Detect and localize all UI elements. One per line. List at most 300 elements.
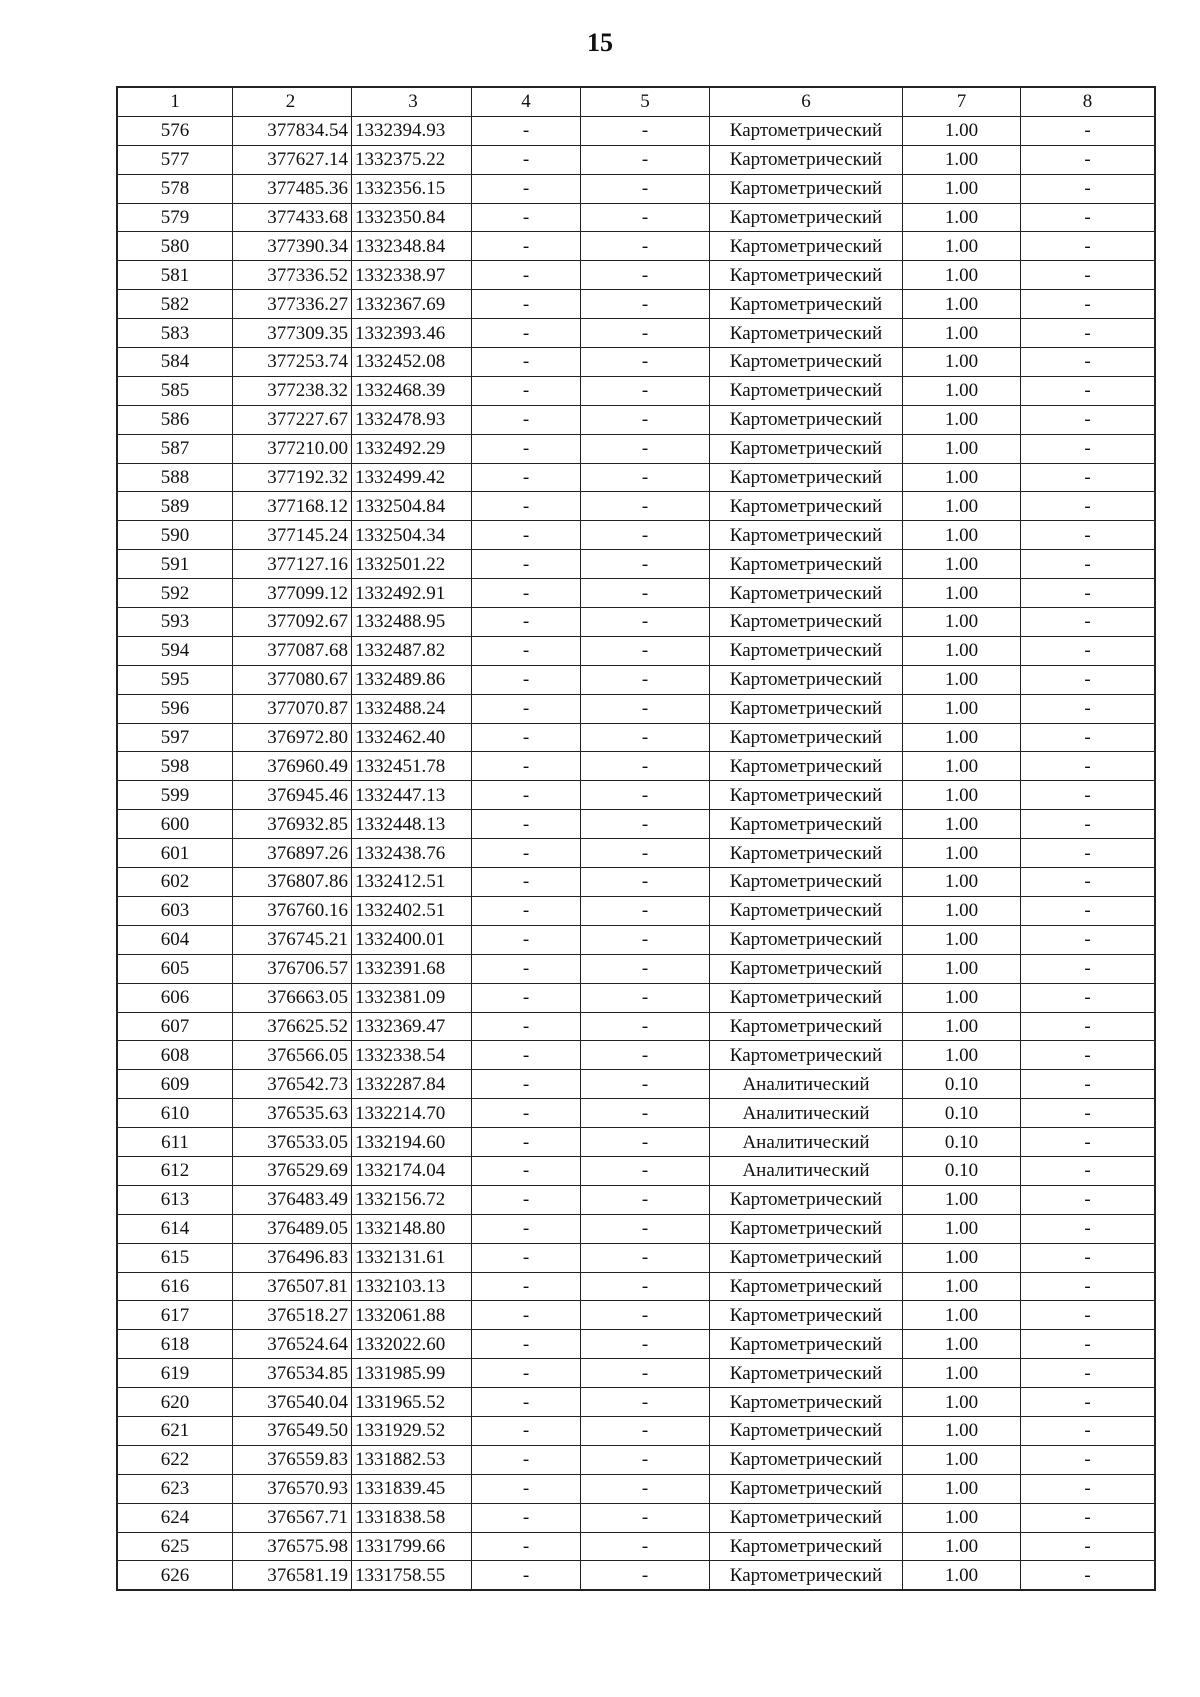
accuracy-cell: 1.00 [903,290,1021,319]
point-number-cell: 588 [117,463,233,492]
method-cell: Картометрический [710,116,903,145]
column-header: 8 [1021,87,1156,116]
col5-cell: - [581,1561,710,1590]
col4-cell: - [472,1416,581,1445]
y-coordinate-cell: 1331929.52 [352,1416,472,1445]
col4-cell: - [472,521,581,550]
col4-cell: - [472,348,581,377]
point-number-cell: 576 [117,116,233,145]
method-cell: Картометрический [710,1214,903,1243]
col4-cell: - [472,1070,581,1099]
x-coordinate-cell: 376559.83 [233,1445,352,1474]
table-row [117,1561,1155,1590]
method-cell: Картометрический [710,665,903,694]
col5-cell: - [581,579,710,608]
column-header: 3 [352,87,472,116]
y-coordinate-cell: 1331838.58 [352,1503,472,1532]
x-coordinate-cell: 376549.50 [233,1416,352,1445]
col4-cell: - [472,954,581,983]
table-row [117,1041,1155,1070]
accuracy-cell: 1.00 [903,1243,1021,1272]
table-row [117,463,1155,492]
col5-cell: - [581,521,710,550]
accuracy-cell: 0.10 [903,1156,1021,1185]
x-coordinate-cell: 376945.46 [233,781,352,810]
accuracy-cell: 1.00 [903,925,1021,954]
col4-cell: - [472,1388,581,1417]
col5-cell: - [581,1503,710,1532]
y-coordinate-cell: 1332174.04 [352,1156,472,1185]
y-coordinate-cell: 1331799.66 [352,1532,472,1561]
accuracy-cell: 1.00 [903,174,1021,203]
accuracy-cell: 1.00 [903,405,1021,434]
col8-cell: - [1021,868,1156,897]
accuracy-cell: 1.00 [903,203,1021,232]
col8-cell: - [1021,145,1156,174]
x-coordinate-cell: 377127.16 [233,550,352,579]
col5-cell: - [581,1185,710,1214]
point-number-cell: 615 [117,1243,233,1272]
col4-cell: - [472,983,581,1012]
method-cell: Картометрический [710,1185,903,1214]
table-row [117,1070,1155,1099]
table-header-row [117,87,1155,116]
accuracy-cell: 1.00 [903,1416,1021,1445]
point-number-cell: 581 [117,261,233,290]
col5-cell: - [581,319,710,348]
col5-cell: - [581,1532,710,1561]
table-row [117,405,1155,434]
method-cell: Картометрический [710,290,903,319]
y-coordinate-cell: 1331985.99 [352,1359,472,1388]
accuracy-cell: 1.00 [903,579,1021,608]
table-row [117,232,1155,261]
accuracy-cell: 1.00 [903,521,1021,550]
method-cell: Картометрический [710,203,903,232]
col4-cell: - [472,232,581,261]
accuracy-cell: 1.00 [903,954,1021,983]
method-cell: Картометрический [710,1388,903,1417]
accuracy-cell: 1.00 [903,665,1021,694]
col5-cell: - [581,232,710,261]
col5-cell: - [581,1301,710,1330]
method-cell: Картометрический [710,983,903,1012]
table-row [117,1416,1155,1445]
method-cell: Картометрический [710,1561,903,1590]
col8-cell: - [1021,723,1156,752]
col5-cell: - [581,1128,710,1157]
table-row [117,579,1155,608]
col4-cell: - [472,1272,581,1301]
point-number-cell: 592 [117,579,233,608]
col4-cell: - [472,434,581,463]
table-row [117,1214,1155,1243]
point-number-cell: 606 [117,983,233,1012]
table-row [117,376,1155,405]
x-coordinate-cell: 377627.14 [233,145,352,174]
method-cell: Картометрический [710,434,903,463]
point-number-cell: 608 [117,1041,233,1070]
accuracy-cell: 1.00 [903,434,1021,463]
accuracy-cell: 1.00 [903,781,1021,810]
y-coordinate-cell: 1331965.52 [352,1388,472,1417]
method-cell: Картометрический [710,1330,903,1359]
accuracy-cell: 1.00 [903,1532,1021,1561]
col5-cell: - [581,694,710,723]
x-coordinate-cell: 376566.05 [233,1041,352,1070]
x-coordinate-cell: 376534.85 [233,1359,352,1388]
column-header: 1 [117,87,233,116]
col4-cell: - [472,868,581,897]
x-coordinate-cell: 377099.12 [233,579,352,608]
table-row [117,348,1155,377]
col4-cell: - [472,925,581,954]
table-row [117,1156,1155,1185]
point-number-cell: 579 [117,203,233,232]
x-coordinate-cell: 376507.81 [233,1272,352,1301]
col5-cell: - [581,1012,710,1041]
accuracy-cell: 1.00 [903,1041,1021,1070]
col8-cell: - [1021,1445,1156,1474]
x-coordinate-cell: 376575.98 [233,1532,352,1561]
col4-cell: - [472,781,581,810]
col8-cell: - [1021,954,1156,983]
table-row [117,145,1155,174]
table-row [117,319,1155,348]
y-coordinate-cell: 1332504.34 [352,521,472,550]
method-cell: Картометрический [710,261,903,290]
y-coordinate-cell: 1332478.93 [352,405,472,434]
point-number-cell: 625 [117,1532,233,1561]
col5-cell: - [581,868,710,897]
point-number-cell: 614 [117,1214,233,1243]
table-row [117,550,1155,579]
table-row [117,954,1155,983]
table-row [117,1128,1155,1157]
method-cell: Аналитический [710,1156,903,1185]
x-coordinate-cell: 376706.57 [233,954,352,983]
y-coordinate-cell: 1332214.70 [352,1099,472,1128]
col5-cell: - [581,174,710,203]
col8-cell: - [1021,1474,1156,1503]
method-cell: Картометрический [710,1445,903,1474]
col4-cell: - [472,665,581,694]
y-coordinate-cell: 1332375.22 [352,145,472,174]
point-number-cell: 622 [117,1445,233,1474]
accuracy-cell: 1.00 [903,1012,1021,1041]
method-cell: Картометрический [710,232,903,261]
x-coordinate-cell: 376972.80 [233,723,352,752]
table-row [117,868,1155,897]
col8-cell: - [1021,261,1156,290]
x-coordinate-cell: 376518.27 [233,1301,352,1330]
accuracy-cell: 1.00 [903,839,1021,868]
x-coordinate-cell: 376570.93 [233,1474,352,1503]
accuracy-cell: 1.00 [903,896,1021,925]
method-cell: Картометрический [710,1012,903,1041]
col8-cell: - [1021,1128,1156,1157]
method-cell: Картометрический [710,550,903,579]
x-coordinate-cell: 377145.24 [233,521,352,550]
point-number-cell: 613 [117,1185,233,1214]
accuracy-cell: 0.10 [903,1099,1021,1128]
col8-cell: - [1021,405,1156,434]
x-coordinate-cell: 376960.49 [233,752,352,781]
table-row [117,752,1155,781]
col8-cell: - [1021,550,1156,579]
x-coordinate-cell: 377070.87 [233,694,352,723]
method-cell: Картометрический [710,608,903,637]
col5-cell: - [581,1156,710,1185]
method-cell: Картометрический [710,723,903,752]
y-coordinate-cell: 1332438.76 [352,839,472,868]
y-coordinate-cell: 1332492.29 [352,434,472,463]
col4-cell: - [472,1156,581,1185]
x-coordinate-cell: 377210.00 [233,434,352,463]
x-coordinate-cell: 377168.12 [233,492,352,521]
x-coordinate-cell: 376542.73 [233,1070,352,1099]
col5-cell: - [581,1214,710,1243]
x-coordinate-cell: 377336.27 [233,290,352,319]
col8-cell: - [1021,1041,1156,1070]
y-coordinate-cell: 1332448.13 [352,810,472,839]
col8-cell: - [1021,319,1156,348]
table-row [117,174,1155,203]
accuracy-cell: 1.00 [903,1301,1021,1330]
y-coordinate-cell: 1332400.01 [352,925,472,954]
table-row [117,1503,1155,1532]
col8-cell: - [1021,376,1156,405]
col4-cell: - [472,1012,581,1041]
y-coordinate-cell: 1332287.84 [352,1070,472,1099]
col5-cell: - [581,1272,710,1301]
point-number-cell: 577 [117,145,233,174]
table-body [117,116,1155,1590]
point-number-cell: 620 [117,1388,233,1417]
table-row [117,810,1155,839]
col4-cell: - [472,1330,581,1359]
x-coordinate-cell: 377309.35 [233,319,352,348]
x-coordinate-cell: 376625.52 [233,1012,352,1041]
col8-cell: - [1021,1532,1156,1561]
col4-cell: - [472,116,581,145]
col5-cell: - [581,752,710,781]
method-cell: Картометрический [710,579,903,608]
accuracy-cell: 1.00 [903,608,1021,637]
col8-cell: - [1021,1243,1156,1272]
method-cell: Картометрический [710,1243,903,1272]
y-coordinate-cell: 1332148.80 [352,1214,472,1243]
col5-cell: - [581,1445,710,1474]
accuracy-cell: 1.00 [903,492,1021,521]
table-row [117,203,1155,232]
y-coordinate-cell: 1332452.08 [352,348,472,377]
method-cell: Картометрический [710,405,903,434]
y-coordinate-cell: 1332489.86 [352,665,472,694]
x-coordinate-cell: 376932.85 [233,810,352,839]
col5-cell: - [581,434,710,463]
table-row [117,1532,1155,1561]
table-row [117,636,1155,665]
col4-cell: - [472,290,581,319]
col5-cell: - [581,145,710,174]
col4-cell: - [472,694,581,723]
accuracy-cell: 0.10 [903,1070,1021,1099]
accuracy-cell: 1.00 [903,145,1021,174]
y-coordinate-cell: 1332103.13 [352,1272,472,1301]
col8-cell: - [1021,608,1156,637]
y-coordinate-cell: 1332488.95 [352,608,472,637]
y-coordinate-cell: 1332393.46 [352,319,472,348]
point-number-cell: 587 [117,434,233,463]
col4-cell: - [472,752,581,781]
col8-cell: - [1021,579,1156,608]
point-number-cell: 624 [117,1503,233,1532]
col8-cell: - [1021,1012,1156,1041]
method-cell: Картометрический [710,636,903,665]
accuracy-cell: 1.00 [903,694,1021,723]
x-coordinate-cell: 377087.68 [233,636,352,665]
accuracy-cell: 1.00 [903,636,1021,665]
accuracy-cell: 1.00 [903,319,1021,348]
table-row [117,896,1155,925]
col4-cell: - [472,203,581,232]
table-row [117,1445,1155,1474]
accuracy-cell: 1.00 [903,463,1021,492]
col8-cell: - [1021,636,1156,665]
x-coordinate-cell: 376567.71 [233,1503,352,1532]
point-number-cell: 594 [117,636,233,665]
col8-cell: - [1021,1503,1156,1532]
col4-cell: - [472,1041,581,1070]
y-coordinate-cell: 1332462.40 [352,723,472,752]
accuracy-cell: 1.00 [903,723,1021,752]
method-cell: Картометрический [710,348,903,377]
point-number-cell: 598 [117,752,233,781]
table-row [117,1330,1155,1359]
x-coordinate-cell: 376760.16 [233,896,352,925]
col4-cell: - [472,1359,581,1388]
col5-cell: - [581,810,710,839]
y-coordinate-cell: 1332131.61 [352,1243,472,1272]
col8-cell: - [1021,1156,1156,1185]
method-cell: Картометрический [710,839,903,868]
y-coordinate-cell: 1332487.82 [352,636,472,665]
table-row [117,1301,1155,1330]
col8-cell: - [1021,434,1156,463]
col4-cell: - [472,550,581,579]
col5-cell: - [581,839,710,868]
method-cell: Картометрический [710,868,903,897]
y-coordinate-cell: 1332022.60 [352,1330,472,1359]
col5-cell: - [581,376,710,405]
point-number-cell: 611 [117,1128,233,1157]
x-coordinate-cell: 377253.74 [233,348,352,377]
point-number-cell: 593 [117,608,233,637]
point-number-cell: 626 [117,1561,233,1590]
method-cell: Картометрический [710,1503,903,1532]
col8-cell: - [1021,174,1156,203]
col4-cell: - [472,174,581,203]
col4-cell: - [472,1474,581,1503]
x-coordinate-cell: 376581.19 [233,1561,352,1590]
col4-cell: - [472,723,581,752]
point-number-cell: 612 [117,1156,233,1185]
x-coordinate-cell: 376533.05 [233,1128,352,1157]
method-cell: Картометрический [710,376,903,405]
col5-cell: - [581,492,710,521]
col4-cell: - [472,1445,581,1474]
y-coordinate-cell: 1332061.88 [352,1301,472,1330]
col8-cell: - [1021,781,1156,810]
col5-cell: - [581,781,710,810]
method-cell: Картометрический [710,319,903,348]
table-row [117,781,1155,810]
table-row [117,983,1155,1012]
col4-cell: - [472,608,581,637]
x-coordinate-cell: 376483.49 [233,1185,352,1214]
col8-cell: - [1021,232,1156,261]
method-cell: Картометрический [710,1474,903,1503]
col8-cell: - [1021,1388,1156,1417]
point-number-cell: 604 [117,925,233,954]
col5-cell: - [581,1330,710,1359]
y-coordinate-cell: 1332350.84 [352,203,472,232]
accuracy-cell: 1.00 [903,1185,1021,1214]
col4-cell: - [472,1243,581,1272]
x-coordinate-cell: 377390.34 [233,232,352,261]
x-coordinate-cell: 377433.68 [233,203,352,232]
y-coordinate-cell: 1332468.39 [352,376,472,405]
col4-cell: - [472,1214,581,1243]
method-cell: Картометрический [710,1041,903,1070]
accuracy-cell: 1.00 [903,1272,1021,1301]
col8-cell: - [1021,665,1156,694]
x-coordinate-cell: 376663.05 [233,983,352,1012]
col5-cell: - [581,116,710,145]
accuracy-cell: 1.00 [903,1474,1021,1503]
accuracy-cell: 1.00 [903,868,1021,897]
col8-cell: - [1021,348,1156,377]
y-coordinate-cell: 1332156.72 [352,1185,472,1214]
col5-cell: - [581,1359,710,1388]
column-header: 2 [233,87,352,116]
accuracy-cell: 1.00 [903,376,1021,405]
point-number-cell: 623 [117,1474,233,1503]
y-coordinate-cell: 1332391.68 [352,954,472,983]
method-cell: Картометрический [710,925,903,954]
x-coordinate-cell: 377227.67 [233,405,352,434]
col8-cell: - [1021,810,1156,839]
col5-cell: - [581,636,710,665]
table-row [117,608,1155,637]
col8-cell: - [1021,203,1156,232]
col4-cell: - [472,810,581,839]
accuracy-cell: 1.00 [903,752,1021,781]
y-coordinate-cell: 1332194.60 [352,1128,472,1157]
x-coordinate-cell: 376489.05 [233,1214,352,1243]
x-coordinate-cell: 377080.67 [233,665,352,694]
col8-cell: - [1021,1330,1156,1359]
col8-cell: - [1021,1070,1156,1099]
point-number-cell: 616 [117,1272,233,1301]
accuracy-cell: 1.00 [903,1214,1021,1243]
point-number-cell: 591 [117,550,233,579]
point-number-cell: 589 [117,492,233,521]
y-coordinate-cell: 1332492.91 [352,579,472,608]
method-cell: Картометрический [710,810,903,839]
col5-cell: - [581,463,710,492]
